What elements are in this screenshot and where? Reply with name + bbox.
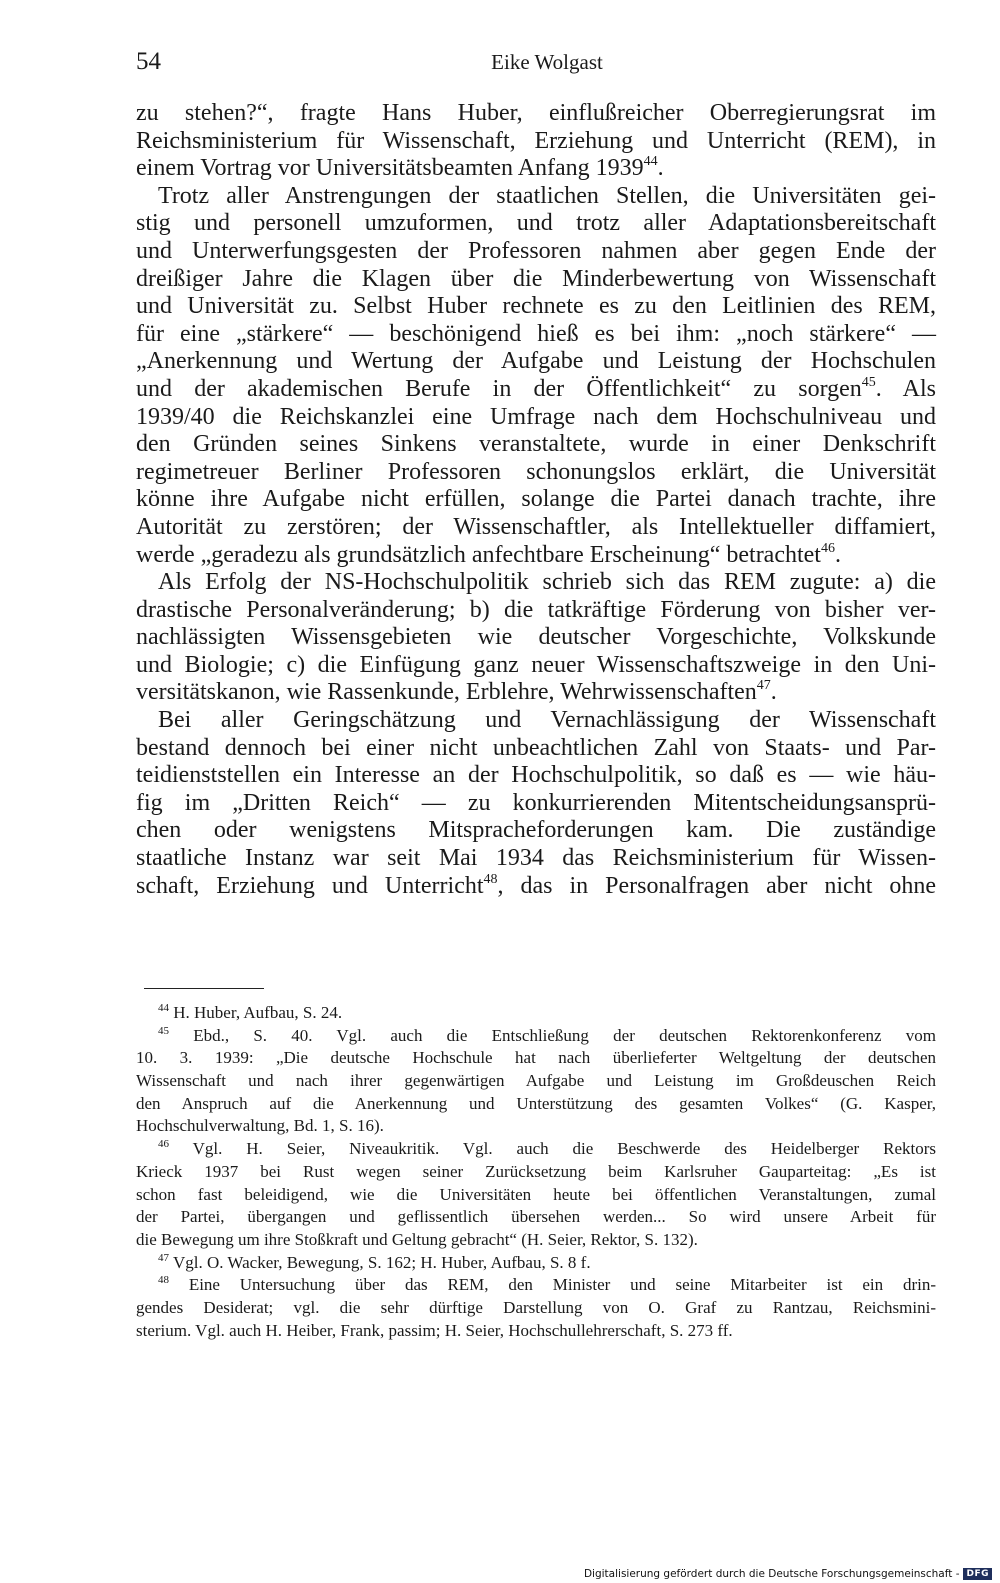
footnote-line	[136, 1274, 936, 1297]
footnote-line	[136, 1115, 936, 1138]
line-text: gendes Desiderat; vgl. die sehr dürftige Darstellung von O. Graf zu Rantzau, Reichsmini-	[136, 1297, 936, 1317]
page-header	[136, 48, 936, 82]
line-text: Bei aller Geringschätzung und Vernachlässigung der Wissenschaft	[158, 707, 936, 734]
line-text: einem Vortrag vor Universitätsbeamten Anfang 1939	[136, 155, 644, 182]
body-line	[136, 155, 936, 183]
line-text-continued: .	[770, 679, 777, 706]
line-text: und der akademischen Berufe in der Öffentlichkeit“ zu sorgen	[136, 375, 862, 402]
footnote-line	[136, 1184, 936, 1207]
line-text: die Bewegung um ihre Stoßkraft und Geltung gebracht“ (H. Seier, Rektor, S. 132).	[136, 1229, 698, 1249]
line-text: nachlässigten Wissensgebieten wie deutscher Vorgeschichte, Volkskunde	[136, 624, 936, 651]
line-text-continued: . Als	[875, 375, 937, 402]
line-text: schaft, Erziehung und Unterricht	[136, 872, 484, 899]
line-text: Vgl. O. Wacker, Bewegung, S. 162; H. Huber, Aufbau, S. 8 f.	[169, 1252, 591, 1272]
line-text: zu stehen?“, fragte Hans Huber, einflußreicher Oberregierungsrat im	[136, 100, 936, 126]
scan-credit	[584, 1567, 992, 1581]
scan-credit-text: Digitalisierung gefördert durch die Deutsche Forschungsgemeinschaft -	[583, 1568, 960, 1580]
line-text: teidienststellen ein Interesse an der Hochschulpolitik, so daß es — wie häu-	[136, 762, 936, 789]
footnote-reference: 46	[820, 540, 835, 556]
body-line	[136, 597, 936, 625]
body-line	[136, 210, 936, 238]
body-line	[136, 459, 936, 487]
body-text	[136, 100, 936, 900]
footnote-line	[136, 1070, 936, 1093]
line-text-continued: .	[657, 155, 664, 182]
footnote-line	[136, 1047, 936, 1070]
body-line	[136, 652, 936, 680]
line-text: und Biologie; c) die Einfügung ganz neuer Wissenschaftszweige in den Uni-	[136, 651, 936, 678]
line-text: Autorität zu zerstören; der Wissenschaftler, als Intellektueller diffamiert,	[136, 513, 936, 540]
body-line	[136, 542, 936, 570]
line-text: Als Erfolg der NS-Hochschulpolitik schrieb sich das REM zugute: a) die	[158, 569, 936, 596]
footnote-line	[136, 1025, 936, 1048]
body-line	[136, 348, 936, 376]
footnote-line	[136, 1252, 936, 1275]
line-text: dreißiger Jahre die Klagen über die Minderbewertung von Wissenschaft	[136, 265, 936, 292]
line-text: der Partei, übergangen und geflissentlich übersehen werden... So wird unsere Arbeit für	[136, 1207, 936, 1227]
line-text: 10. 3. 1939: „Die deutsche Hochschule hat nach überlieferter Weltgeltung der deutschen	[136, 1048, 936, 1068]
footnote-reference: 44	[643, 154, 658, 170]
footnote-line	[136, 1161, 936, 1184]
line-text: Ebd., S. 40. Vgl. auch die Entschließung der deutschen Rektorenkonferenz vom	[169, 1025, 936, 1045]
line-text: Reichsministerium für Wissenschaft, Erziehung und Unterricht (REM), in	[136, 127, 936, 154]
line-text: Eine Untersuchung über das REM, den Minister und seine Mitarbeiter ist ein drin-	[169, 1275, 936, 1295]
body-line	[136, 873, 936, 901]
footnote-reference: 47	[756, 678, 771, 694]
line-text: chen oder wenigstens Mitspracheforderungen kam. Die zuständige	[136, 817, 936, 844]
body-line	[136, 817, 936, 845]
page-number: 54	[136, 48, 161, 75]
line-text: „Anerkennung und Wertung der Aufgabe und Leistung der Hochschulen	[136, 348, 936, 375]
footnote-number: 45	[158, 1024, 169, 1037]
line-text: schon fast beleidigend, wie die Universitäten heute bei öffentlichen Veranstaltungen, zumal	[136, 1184, 936, 1204]
line-text-continued: .	[834, 541, 841, 568]
body-line	[136, 321, 936, 349]
line-text: den Gründen seines Sinkens veranstaltete, wurde in einer Denkschrift	[136, 431, 936, 458]
footnote-line	[136, 1297, 936, 1320]
body-line	[136, 431, 936, 459]
line-text: stig und personell umzuformen, und trotz aller Adaptationsbereitschaft	[136, 210, 936, 237]
line-text: Trotz aller Anstrengungen der staatlichen Stellen, die Universitäten gei-	[158, 182, 936, 209]
body-line	[136, 624, 936, 652]
footnote-number: 48	[158, 1274, 169, 1287]
running-head: Eike Wolgast	[491, 50, 603, 74]
line-text: regimetreuer Berliner Professoren schonungslos erklärt, die Universität	[136, 458, 936, 485]
body-line	[136, 293, 936, 321]
footnote-reference: 45	[861, 374, 876, 390]
line-text: drastische Personalveränderung; b) die tatkräftige Förderung von bisher ver-	[136, 596, 936, 623]
body-line	[136, 735, 936, 763]
line-text: Hochschulverwaltung, Bd. 1, S. 16).	[136, 1116, 384, 1136]
footnote-line	[136, 1320, 936, 1343]
line-text: Krieck 1937 bei Rust wegen seiner Zurücksetzung beim Karlsruher Gauparteitag: „Es ist	[136, 1161, 936, 1181]
line-text: H. Huber, Aufbau, S. 24.	[169, 1003, 343, 1022]
footnote-number: 46	[158, 1138, 169, 1151]
footnote-reference: 48	[483, 871, 498, 887]
body-line	[136, 569, 936, 597]
body-line	[136, 790, 936, 818]
line-text: Wissenschaft und nach ihrer gegenwärtigen Aufgabe und Leistung im Großdeuschen Reich	[136, 1071, 936, 1091]
line-text: bestand dennoch bei einer nicht unbeachtlichen Zahl von Staats- und Par-	[136, 734, 936, 761]
body-line	[136, 486, 936, 514]
body-line	[136, 679, 936, 707]
line-text: und Universität zu. Selbst Huber rechnete es zu den Leitlinien des REM,	[136, 293, 936, 320]
line-text: versitätskanon, wie Rassenkunde, Erblehre, Wehrwissenschaften	[136, 679, 757, 706]
body-line	[136, 128, 936, 156]
line-text: staatliche Instanz war seit Mai 1934 das Reichsministerium für Wissen-	[136, 845, 936, 872]
footnote-line	[136, 1229, 936, 1252]
line-text-continued: , das in Personalfragen aber nicht ohne	[497, 872, 936, 899]
body-line	[136, 404, 936, 432]
dfg-logo: DFG	[963, 1568, 992, 1580]
body-line	[136, 100, 936, 128]
footnotes	[136, 1002, 936, 1342]
footnote-line	[136, 1206, 936, 1229]
line-text: werde „geradezu als grundsätzlich anfechtbare Erscheinung“ betrachtet	[136, 541, 821, 568]
body-line	[136, 238, 936, 266]
body-line	[136, 762, 936, 790]
line-text: könne ihre Aufgabe nicht erfüllen, solange die Partei danach trachte, ihre	[136, 486, 936, 513]
body-line	[136, 707, 936, 735]
line-text: sterium. Vgl. auch H. Heiber, Frank, passim; H. Seier, Hochschullehrerschaft, S. 273 ff.	[136, 1320, 733, 1340]
line-text: den Anspruch auf die Anerkennung und Unterstützung des gesamten Volkes“ (G. Kasper,	[136, 1093, 936, 1113]
footnote-line	[136, 1138, 936, 1161]
body-line	[136, 376, 936, 404]
body-line	[136, 514, 936, 542]
footnote-rule	[144, 988, 264, 989]
body-line	[136, 183, 936, 211]
body-line	[136, 266, 936, 294]
line-text: Vgl. H. Seier, Niveaukritik. Vgl. auch die Beschwerde des Heidelberger Rektors	[169, 1139, 936, 1159]
line-text: fig im „Dritten Reich“ — zu konkurrierenden Mitentscheidungsansprü-	[136, 789, 936, 816]
footnote-number: 44	[158, 1002, 169, 1014]
line-text: für eine „stärkere“ — beschönigend hieß es bei ihm: „noch stärkere“ —	[136, 320, 936, 347]
footnote-line	[136, 1002, 936, 1025]
body-line	[136, 845, 936, 873]
line-text: und Unterwerfungsgesten der Professoren nahmen aber gegen Ende der	[136, 237, 936, 264]
line-text: 1939/40 die Reichskanzlei eine Umfrage nach dem Hochschulniveau und	[136, 403, 936, 430]
footnote-number: 47	[158, 1251, 169, 1264]
footnote-line	[136, 1093, 936, 1116]
